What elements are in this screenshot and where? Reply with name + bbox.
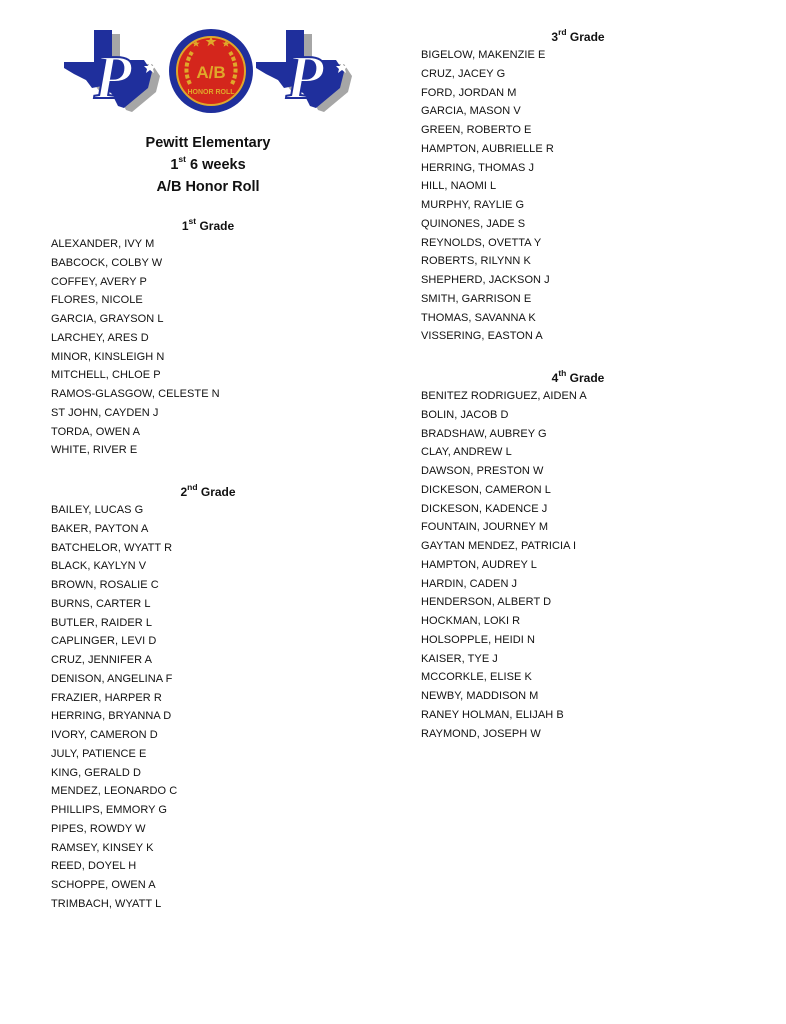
student-name: DENISON, ANGELINA F: [51, 672, 173, 685]
student-name: HARDIN, CADEN J: [421, 577, 518, 590]
student-name: RAMSEY, KINSEY K: [51, 841, 154, 854]
student-name: HOCKMAN, LOKI R: [421, 615, 521, 627]
student-list: [51, 235, 301, 460]
student-name: TORDA, OWEN A: [51, 425, 141, 438]
fourth-grade-section: [421, 369, 721, 743]
student-name: BAILEY, LUCAS G: [51, 504, 144, 516]
student-name: HOLSOPPLE, HEIDI N: [421, 633, 535, 646]
student-name: DICKESON, KADENCE J: [421, 502, 548, 515]
student-list: [51, 501, 301, 914]
student-name: CRUZ, JACEY G: [421, 67, 506, 80]
student-name: ST JOHN, CAYDEN J: [51, 406, 159, 419]
student-name: BATCHELOR, WYATT R: [51, 541, 173, 554]
first-grade-section: [51, 217, 301, 460]
school-name: Pewitt Elementary: [145, 135, 271, 151]
student-name: DICKESON, CAMERON L: [421, 483, 551, 496]
student-list: [421, 46, 721, 346]
ab-honor-roll-seal-icon: [168, 28, 254, 114]
student-name: FRAZIER, HARPER R: [51, 691, 162, 704]
grade-heading: 3rd Grade: [551, 27, 605, 44]
svg-text:P: P: [286, 44, 324, 112]
svg-text:A/B: A/B: [196, 63, 226, 82]
student-name: MINOR, KINSLEIGH N: [51, 350, 165, 363]
student-name: PHILLIPS, EMMORY G: [51, 804, 168, 816]
student-name: MITCHELL, CHLOE P: [51, 369, 161, 382]
student-name: KAISER, TYE J: [421, 652, 498, 665]
student-name: HAMPTON, AUDREY L: [421, 558, 537, 571]
student-name: REED, DOYEL H: [51, 860, 137, 873]
student-name: THOMAS, SAVANNA K: [421, 311, 536, 324]
student-name: FOUNTAIN, JOURNEY M: [421, 521, 549, 534]
student-name: BRADSHAW, AUBREY G: [421, 427, 547, 440]
student-name: WHITE, RIVER E: [51, 444, 138, 457]
student-name: BIGELOW, MAKENZIE E: [421, 49, 546, 61]
document-title: [68, 132, 348, 198]
student-name: SMITH, GARRISON E: [421, 292, 532, 305]
grade-heading: 2nd Grade: [180, 482, 236, 499]
student-name: HAMPTON, AUBRIELLE R: [421, 142, 554, 155]
svg-text:P: P: [94, 44, 132, 112]
student-name: QUINONES, JADE S: [421, 217, 526, 230]
student-name: DAWSON, PRESTON W: [421, 465, 544, 477]
roll-type: A/B Honor Roll: [156, 179, 260, 195]
student-name: FORD, JORDAN M: [421, 86, 517, 99]
student-name: GARCIA, GRAYSON L: [51, 313, 164, 325]
student-list: [421, 387, 721, 743]
student-name: CLAY, ANDREW L: [421, 446, 512, 459]
student-name: MCCORKLE, ELISE K: [421, 671, 532, 684]
student-name: VISSERING, EASTON A: [421, 330, 543, 343]
third-grade-section: [421, 28, 721, 346]
grade-heading: 1st Grade: [181, 216, 235, 233]
grading-period: 1st 6 weeks: [170, 154, 246, 173]
grade-heading: 4th Grade: [551, 368, 605, 385]
second-grade-section: [51, 483, 301, 914]
student-name: PIPES, ROWDY W: [51, 822, 146, 835]
pewitt-p-texas-logo-icon: [256, 28, 356, 114]
student-name: LARCHEY, ARES D: [51, 331, 149, 344]
student-name: BURNS, CARTER L: [51, 597, 151, 610]
student-name: GAYTAN MENDEZ, PATRICIA I: [421, 540, 577, 552]
student-name: HERRING, BRYANNA D: [51, 710, 172, 723]
svg-text:HONOR ROLL: HONOR ROLL: [187, 89, 235, 96]
student-name: ROBERTS, RILYNN K: [421, 255, 531, 268]
student-name: COFFEY, AVERY P: [51, 275, 147, 288]
student-name: RAMOS-GLASGOW, CELESTE N: [51, 388, 220, 400]
student-name: IVORY, CAMERON D: [51, 729, 158, 741]
student-name: BENITEZ RODRIGUEZ, AIDEN A: [421, 390, 587, 402]
student-name: MENDEZ, LEONARDO C: [51, 785, 178, 798]
student-name: FLORES, NICOLE: [51, 294, 143, 307]
student-name: CAPLINGER, LEVI D: [51, 635, 157, 648]
student-name: NEWBY, MADDISON M: [421, 690, 539, 702]
student-name: BUTLER, RAIDER L: [51, 616, 153, 629]
student-name: RANEY HOLMAN, ELIJAH B: [421, 708, 564, 721]
student-name: REYNOLDS, OVETTA Y: [421, 236, 542, 249]
student-name: HILL, NAOMI L: [421, 180, 497, 193]
student-name: BROWN, ROSALIE C: [51, 579, 159, 591]
student-name: ALEXANDER, IVY M: [51, 238, 155, 250]
student-name: SCHOPPE, OWEN A: [51, 879, 156, 891]
student-name: CRUZ, JENNIFER A: [51, 654, 153, 666]
student-name: HENDERSON, ALBERT D: [421, 596, 552, 609]
student-name: KING, GERALD D: [51, 766, 141, 779]
student-name: BLACK, KAYLYN V: [51, 560, 147, 573]
student-name: RAYMOND, JOSEPH W: [421, 727, 541, 740]
student-name: SHEPHERD, JACKSON J: [421, 274, 550, 286]
logo-row: [64, 28, 364, 118]
student-name: HERRING, THOMAS J: [421, 161, 535, 174]
pewitt-p-texas-logo-icon: [64, 28, 164, 114]
student-name: BOLIN, JACOB D: [421, 408, 509, 421]
student-name: MURPHY, RAYLIE G: [421, 199, 525, 211]
student-name: GREEN, ROBERTO E: [421, 124, 532, 136]
student-name: BAKER, PAYTON A: [51, 522, 149, 535]
student-name: BABCOCK, COLBY W: [51, 256, 163, 269]
student-name: GARCIA, MASON V: [421, 105, 521, 118]
student-name: TRIMBACH, WYATT L: [51, 897, 162, 910]
student-name: JULY, PATIENCE E: [51, 747, 147, 760]
